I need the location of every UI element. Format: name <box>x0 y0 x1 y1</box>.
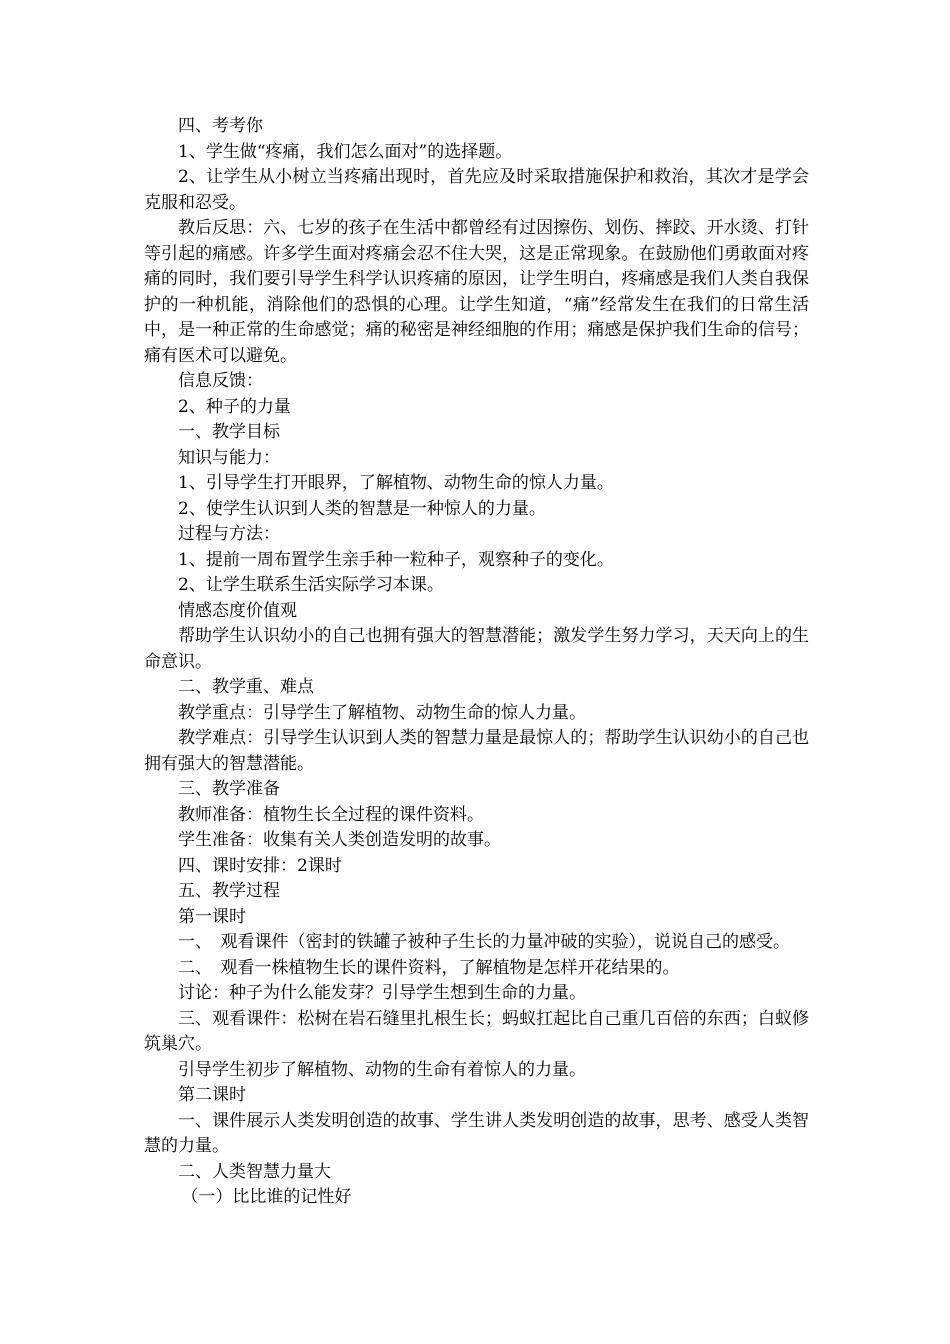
subheading: 过程与方法： <box>178 524 280 544</box>
paragraph: 一、 观看课件（密封的铁罐子被种子生长的力量冲破的实验），说说自己的感受。 <box>178 932 790 952</box>
subheading: 情感态度价值观 <box>178 600 297 621</box>
paragraph: 讨论：种子为什么能发芽？引导学生想到生命的力量。 <box>178 983 586 1003</box>
section-heading: 三、教学准备 <box>178 779 280 799</box>
paragraph: 一、课件展示人类发明创造的故事、学生讲人类发明创造的故事，思考、感受人类智慧的力量。 <box>144 1110 809 1156</box>
section-heading: 四、课时安排：2课时 <box>178 855 342 876</box>
section-heading: 二、人类智慧力量大 <box>178 1161 331 1182</box>
paragraph: 学生准备：收集有关人类创造发明的故事。 <box>178 830 501 850</box>
paragraph: 三、观看课件：松树在岩石缝里扎根生长；蚂蚁扛起比自己重几百倍的东西；白蚁修筑巢穴。 <box>144 1008 809 1054</box>
paragraph: 1、提前一周布置学生亲手种一粒种子，观察种子的变化。 <box>178 549 614 570</box>
paragraph: 1、引导学生打开眼界，了解植物、动物生命的惊人力量。 <box>178 473 614 493</box>
section-heading: 二、教学重、难点 <box>178 677 314 697</box>
section-heading: 一、教学目标 <box>178 422 280 442</box>
paragraph: 2、使学生认识到人类的智慧是一种惊人的力量。 <box>178 498 546 519</box>
reflection-paragraph: 教后反思：六、七岁的孩子在生活中都曾经有过因擦伤、划伤、摔跤、开水烫、打针等引起的痛感。许多学生面对疼痛会忍不住大哭，这是正常现象。在鼓励他们勇敢面对疼痛的同时，我们要引导学生科学认识疼痛的原因，让学生明白，疼痛感是我们人类自我保护的一种机能，消除他们的恐惧的心理。让学生知道，“痛”经常发生在我们的日常生活中，是一种正常的生命感觉；痛的秘密是神经细胞的作用；痛感是保护我们生命的信号；痛有医术可以避免。 <box>144 218 809 366</box>
paragraph: 引导学生初步了解植物、动物的生命有着惊人的力量。 <box>178 1059 586 1080</box>
section-heading: 四、考考你 <box>178 116 263 136</box>
paragraph: 教学重点：引导学生了解植物、动物生命的惊人力量。 <box>178 702 586 723</box>
paragraph: 2、让学生从小树立当疼痛出现时，首先应及时采取措施保护和救治，其次才是学会克服和忍受。 <box>144 167 809 213</box>
document-body <box>144 114 809 1211</box>
paragraph: 1、学生做“疼痛，我们怎么面对”的选择题。 <box>178 141 513 162</box>
paragraph: 二、 观看一株植物生长的课件资料，了解植物是怎样开花结果的。 <box>178 957 680 978</box>
subheading: （一）比比谁的记性好 <box>181 1187 352 1207</box>
subheading: 知识与能力： <box>178 447 280 468</box>
subheading: 第二课时 <box>178 1085 246 1105</box>
paragraph: 2、让学生联系生活实际学习本课。 <box>178 575 444 595</box>
subheading: 第一课时 <box>178 906 246 927</box>
paragraph: 教学难点：引导学生认识到人类的智慧力量是最惊人的；帮助学生认识幼小的自己也拥有强大的智慧潜能。 <box>144 728 809 774</box>
paragraph: 帮助学生认识幼小的自己也拥有强大的智慧潜能；激发学生努力学习，天天向上的生命意识。 <box>144 626 809 672</box>
paragraph: 教师准备：植物生长全过程的课件资料。 <box>178 804 484 825</box>
paragraph: 信息反馈： <box>178 371 263 391</box>
section-heading: 五、教学过程 <box>178 881 280 901</box>
lesson-title: 2、种子的力量 <box>178 396 291 417</box>
